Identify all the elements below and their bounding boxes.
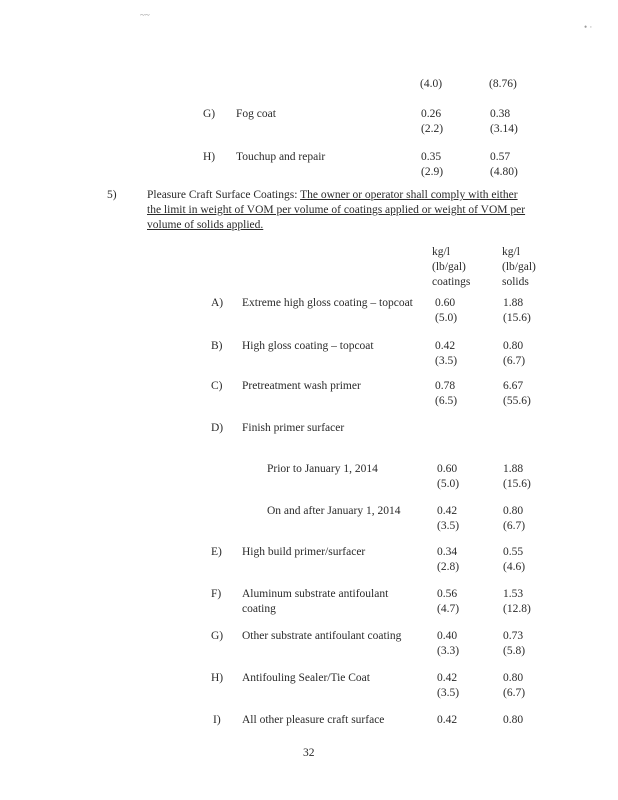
column-header-unit: kg/l	[432, 246, 450, 258]
prev-item-coatings-alt: (2.2)	[421, 123, 444, 135]
item-coatings: 0.60	[435, 297, 456, 309]
prev-item-solids-alt: (4.80)	[490, 166, 518, 178]
item-solids: 0.80	[503, 714, 524, 726]
item-solids: 0.80	[503, 672, 524, 684]
item-solids: 0.55	[503, 546, 524, 558]
item-coatings: 0.42	[437, 714, 458, 726]
item-letter: C)	[211, 380, 223, 392]
prev-item-coatings-alt: (2.9)	[421, 166, 444, 178]
column-header-unit-alt: (lb/gal)	[432, 261, 466, 273]
item-coatings: 0.78	[435, 380, 456, 392]
prev-item-coatings: 0.35	[421, 151, 442, 163]
prev-item-label: Fog coat	[236, 108, 276, 120]
item-coatings-alt: (5.0)	[437, 478, 460, 490]
item-coatings-alt: (5.0)	[435, 312, 458, 324]
item-solids: 1.88	[503, 463, 524, 475]
item-letter: A)	[211, 297, 224, 309]
item-solids-alt: (4.6)	[503, 561, 526, 573]
column-header-solids	[502, 245, 536, 290]
item-solids: 1.88	[503, 297, 524, 309]
item-coatings-alt: (3.5)	[437, 520, 460, 532]
item-letter: I)	[213, 714, 221, 726]
section-title: Pleasure Craft Surface Coatings:	[147, 189, 298, 201]
page-number: 32	[303, 747, 315, 759]
prev-item-solids: 0.38	[490, 108, 511, 120]
section-requirement-1: The owner or operator shall comply with either	[300, 189, 518, 201]
carryover-coatings: (4.0)	[420, 78, 443, 90]
item-solids-alt: (6.7)	[503, 355, 526, 367]
item-solids-alt: (6.7)	[503, 687, 526, 699]
column-header-basis: coatings	[432, 276, 471, 288]
item-label: Aluminum substrate antifoulant	[242, 588, 389, 600]
scan-mark-right: • ·	[584, 22, 593, 32]
prev-item-solids: 0.57	[490, 151, 511, 163]
section-requirement-2: the limit in weight of VOM per volume of coatings applied or weight of VOM per	[147, 204, 526, 216]
item-coatings: 0.40	[437, 630, 458, 642]
prev-item-solids-alt: (3.14)	[490, 123, 518, 135]
item-coatings: 0.42	[435, 340, 456, 352]
item-coatings-alt: (3.5)	[435, 355, 458, 367]
item-label: High gloss coating – topcoat	[242, 340, 374, 352]
item-label: Finish primer surfacer	[242, 422, 345, 434]
item-solids: 0.80	[503, 505, 524, 517]
subitem-label: On and after January 1, 2014	[267, 505, 401, 517]
item-coatings: 0.42	[437, 505, 458, 517]
item-coatings: 0.56	[437, 588, 458, 600]
section-requirement-3: volume of solids applied.	[147, 219, 264, 231]
column-header-basis: solids	[502, 276, 529, 288]
item-label: Other substrate antifoulant coating	[242, 630, 402, 642]
item-solids: 1.53	[503, 588, 524, 600]
prev-item-letter: G)	[203, 108, 216, 120]
item-solids-alt: (55.6)	[503, 395, 531, 407]
item-coatings: 0.34	[437, 546, 458, 558]
column-header-unit-alt: (lb/gal)	[502, 261, 536, 273]
prev-item-label: Touchup and repair	[236, 151, 326, 163]
item-solids: 6.67	[503, 380, 524, 392]
scan-mark-left: ~~	[140, 10, 150, 20]
item-solids: 0.80	[503, 340, 524, 352]
item-letter: F)	[211, 588, 222, 600]
item-solids-alt: (12.8)	[503, 603, 531, 615]
item-letter: B)	[211, 340, 223, 352]
item-solids-alt: (5.8)	[503, 645, 526, 657]
item-solids: 0.73	[503, 630, 524, 642]
prev-item-coatings: 0.26	[421, 108, 442, 120]
item-letter: G)	[211, 630, 224, 642]
item-label: Pretreatment wash primer	[242, 380, 361, 392]
prev-item-letter: H)	[203, 151, 216, 163]
item-coatings-alt: (3.3)	[437, 645, 460, 657]
item-letter: E)	[211, 546, 222, 558]
subitem-label: Prior to January 1, 2014	[267, 463, 378, 475]
section-number: 5)	[107, 189, 117, 201]
item-label: Extreme high gloss coating – topcoat	[242, 297, 413, 309]
item-coatings-alt: (3.5)	[437, 687, 460, 699]
item-solids-alt: (6.7)	[503, 520, 526, 532]
item-coatings: 0.60	[437, 463, 458, 475]
item-solids-alt: (15.6)	[503, 478, 531, 490]
item-solids-alt: (15.6)	[503, 312, 531, 324]
item-coatings: 0.42	[437, 672, 458, 684]
item-coatings-alt: (6.5)	[435, 395, 458, 407]
column-header-coatings	[432, 245, 470, 290]
item-label-continued: coating	[242, 603, 276, 615]
item-label: Antifouling Sealer/Tie Coat	[242, 672, 370, 684]
item-label: All other pleasure craft surface	[242, 714, 385, 726]
column-header-unit: kg/l	[502, 246, 520, 258]
item-coatings-alt: (2.8)	[437, 561, 460, 573]
item-letter: H)	[211, 672, 224, 684]
item-label: High build primer/surfacer	[242, 546, 366, 558]
carryover-solids: (8.76)	[489, 78, 517, 90]
item-coatings-alt: (4.7)	[437, 603, 460, 615]
item-letter: D)	[211, 422, 224, 434]
section-heading-line-1	[147, 188, 518, 203]
